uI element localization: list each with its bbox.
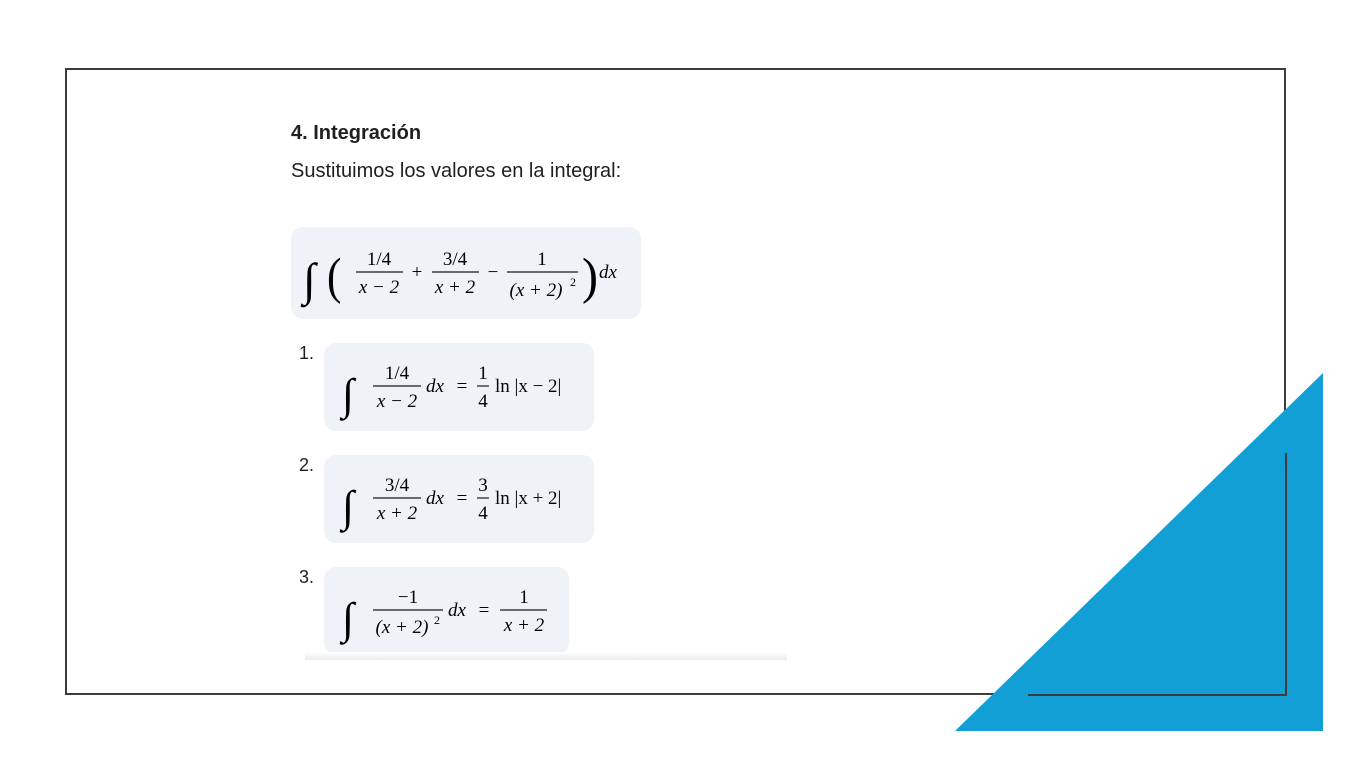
step-3-integral-sign: ∫ bbox=[342, 594, 355, 643]
step-2-marker: 2. bbox=[299, 455, 315, 475]
step-1-rhs-numerator: 1 bbox=[478, 363, 488, 384]
step-2-equals: = bbox=[456, 488, 468, 509]
step-2-rhs-log: ln |x + 2| bbox=[495, 488, 562, 509]
step-3-equals: = bbox=[478, 600, 490, 621]
term2-denominator: x + 2 bbox=[434, 277, 476, 298]
term3-denominator: (x + 2) bbox=[509, 280, 563, 301]
main-integral-box bbox=[291, 227, 641, 319]
step-2-rhs-numerator: 3 bbox=[478, 475, 488, 496]
main-integral-formula bbox=[291, 227, 641, 319]
step-3-exponent: 2 bbox=[434, 613, 440, 627]
step-1-equals: = bbox=[456, 376, 468, 397]
step-3-numerator: −1 bbox=[397, 587, 419, 608]
left-paren: ( bbox=[327, 249, 342, 305]
term3-exponent: 2 bbox=[570, 275, 576, 289]
section-content bbox=[291, 118, 791, 186]
step-3-denominator: (x + 2) bbox=[375, 617, 429, 638]
step-2-integral-sign: ∫ bbox=[342, 482, 355, 531]
step-2-denominator: x + 2 bbox=[376, 503, 418, 524]
step-1-rhs-denominator: 4 bbox=[478, 391, 488, 412]
step-2-numerator: 3/4 bbox=[384, 475, 410, 496]
step-1-integral-sign: ∫ bbox=[342, 370, 355, 419]
content-fade-edge bbox=[305, 652, 787, 660]
step-1-formula bbox=[324, 343, 594, 431]
integral-sign: ∫ bbox=[303, 254, 316, 305]
step-2-box bbox=[324, 455, 594, 543]
step-3-marker: 3. bbox=[299, 567, 315, 587]
step-1-rhs-log: ln |x − 2| bbox=[495, 376, 562, 397]
step-3-rhs-denominator: x + 2 bbox=[503, 615, 545, 636]
term3-numerator: 1 bbox=[537, 249, 547, 270]
step-1-denominator: x − 2 bbox=[376, 391, 418, 412]
step-1-box bbox=[324, 343, 594, 431]
step-3-box bbox=[324, 567, 569, 655]
step-2-rhs-denominator: 4 bbox=[478, 503, 488, 524]
plus-operator: + bbox=[411, 262, 423, 283]
term1-denominator: x − 2 bbox=[358, 277, 400, 298]
step-2-differential: dx bbox=[426, 488, 444, 509]
differential: dx bbox=[599, 262, 617, 283]
step-3-formula bbox=[324, 567, 569, 655]
minus-operator: − bbox=[487, 262, 499, 283]
step-1-numerator: 1/4 bbox=[384, 363, 410, 384]
right-paren: ) bbox=[582, 248, 598, 305]
step-3-rhs-numerator: 1 bbox=[519, 587, 529, 608]
step-2-formula bbox=[324, 455, 594, 543]
step-1-differential: dx bbox=[426, 376, 444, 397]
term2-numerator: 3/4 bbox=[442, 249, 468, 270]
section-heading: 4. Integración bbox=[291, 122, 422, 144]
intro-text: Sustituimos los valores en la integral: bbox=[291, 160, 622, 182]
term1-numerator: 1/4 bbox=[366, 249, 392, 270]
step-3-differential: dx bbox=[448, 600, 466, 621]
step-1-marker: 1. bbox=[299, 343, 315, 363]
